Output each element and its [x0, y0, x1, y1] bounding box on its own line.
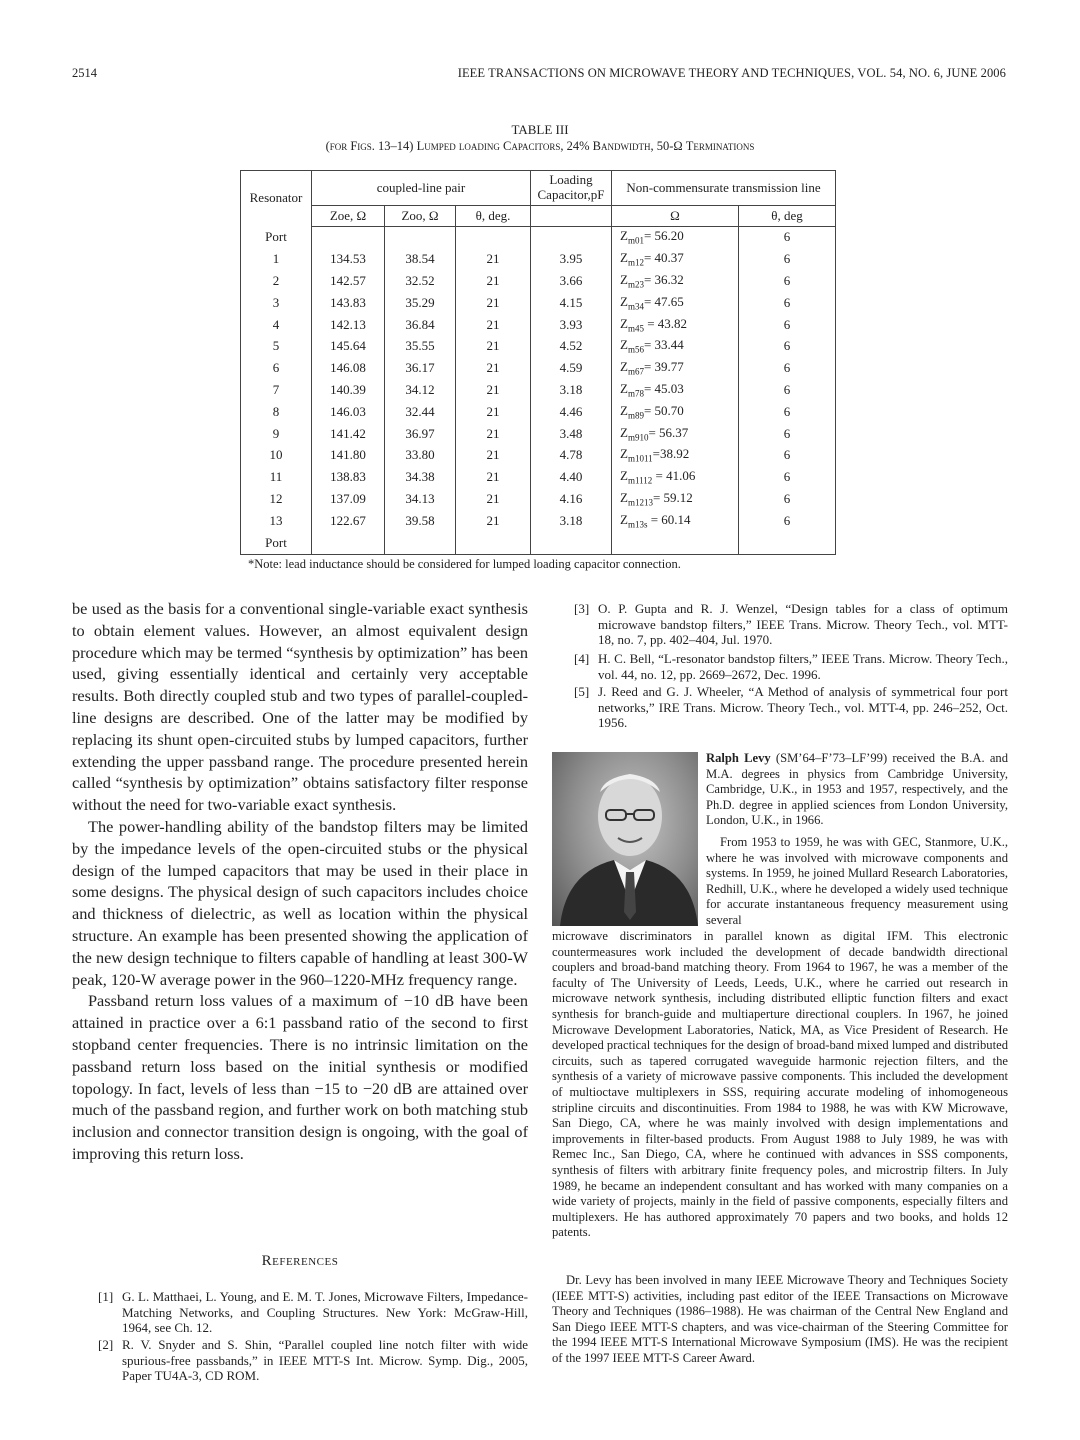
running-head: IEEE TRANSACTIONS ON MICROWAVE THEORY AND TECHNIQUES, VOL. 54, NO. 6, JUNE 2006	[457, 66, 1006, 80]
cell-capacitor: 4.52	[531, 336, 612, 358]
author-bio-paragraph	[552, 1273, 1008, 1367]
cell-impedance	[612, 467, 739, 489]
cell-resonator: 13	[241, 510, 312, 532]
reference-text: H. C. Bell, “L-resonator bandstop filters,” IEEE Trans. Microw. Theory Tech., vol. 44, no. 12, pp. 2669–2672, Dec. 1996.	[598, 651, 1008, 682]
impedance-symbol: Z	[620, 468, 628, 484]
impedance-value: = 43.82	[643, 315, 688, 331]
cell-zoe: 142.57	[312, 271, 385, 293]
cell-zoe: 142.13	[312, 314, 385, 336]
cell-zoo: 32.44	[385, 401, 456, 423]
impedance-subscript: m45	[627, 323, 644, 334]
cell-capacitor: 4.16	[531, 489, 612, 511]
impedance-value: = 41.06	[652, 468, 696, 484]
impedance-value: = 47.65	[643, 293, 684, 309]
cell-impedance	[612, 249, 739, 271]
author-bio-intro	[706, 751, 1008, 829]
cell-theta: 21	[456, 358, 531, 380]
table-row	[241, 314, 836, 336]
cell-capacitor: 3.95	[531, 249, 612, 271]
cell-impedance	[612, 401, 739, 423]
cell-zoo: 32.52	[385, 271, 456, 293]
impedance-value: = 33.44	[643, 337, 684, 353]
cell-resonator: 1	[241, 249, 312, 271]
impedance-subscript: m67	[627, 366, 644, 377]
table-row	[241, 467, 836, 489]
impedance-value: = 45.03	[643, 381, 684, 396]
cell-resonator: 10	[241, 445, 312, 467]
cell-capacitor: 3.93	[531, 314, 612, 336]
cell-zoo: 34.12	[385, 380, 456, 402]
cell-zoe: 143.83	[312, 292, 385, 314]
author-photo	[552, 752, 698, 926]
impedance-subscript: m910	[627, 432, 649, 443]
reference-text: O. P. Gupta and R. J. Wenzel, “Design tables for a class of optimum microwave bandstop filters,” IEEE Trans. Microw. Theory Tech., vol. MTT-18, no. 7, pp. 402–404, Jul. 1970.	[598, 601, 1008, 648]
cell-zoo: 36.84	[385, 314, 456, 336]
cell-impedance	[612, 271, 739, 293]
cell-theta-2: 6	[739, 314, 836, 336]
cell-resonator: 2	[241, 271, 312, 293]
cell-impedance	[612, 532, 739, 554]
impedance-value: = 59.12	[652, 489, 693, 505]
cell-zoe: 137.09	[312, 489, 385, 511]
table-row	[241, 401, 836, 423]
impedance-subscript: m56	[627, 345, 644, 355]
cell-zoe: 140.39	[312, 380, 385, 402]
reference-number: [1]	[98, 1289, 114, 1304]
cell-theta: 21	[456, 467, 531, 489]
cell-theta	[456, 532, 531, 554]
cell-zoo: 34.13	[385, 489, 456, 511]
impedance-symbol: Z	[620, 293, 628, 309]
cell-zoe	[312, 532, 385, 554]
reference-number: [5]	[574, 684, 590, 699]
table-row	[241, 292, 836, 314]
cell-capacitor: 4.40	[531, 467, 612, 489]
cell-resonator: 11	[241, 467, 312, 489]
cell-theta: 21	[456, 292, 531, 314]
reference-number: [4]	[574, 651, 590, 666]
references-heading: References	[261, 1253, 339, 1269]
cell-theta: 21	[456, 380, 531, 402]
cell-zoe: 146.03	[312, 401, 385, 423]
cell-theta-2: 6	[739, 510, 836, 532]
author-name: Ralph Levy	[706, 751, 771, 765]
cell-zoo: 33.80	[385, 445, 456, 467]
table-body	[241, 227, 836, 555]
cell-theta: 21	[456, 314, 531, 336]
body-text	[72, 598, 528, 1165]
reference-number: [3]	[574, 601, 590, 616]
cell-zoo	[385, 227, 456, 249]
body-paragraph: be used as the basis for a conventional single-variable exact synthesis to obtain element values. However, an almost equivalent design procedure which may be termed “synthesis by optimization” has been used, giving essentially identical and certainly very acceptable results. Both directly coupled stub and two types of parallel-coupled-line designs are described. One of the latter may be modified by replacing its shunt open-circuited stubs by lumped capacitors, further extending the upper passband range. The procedure presented herein called “synthesis by optimization” obtains satisfactory filter response without the need for two-variable exact synthesis.	[72, 599, 528, 815]
cell-zoo: 38.54	[385, 249, 456, 271]
col-header-loading: Loading Capacitor,pF	[531, 171, 612, 206]
reference-text: J. Reed and G. J. Wheeler, “A Method of analysis of symmetrical four port networks,” IRE Trans. Microw. Theory Tech., vol. MTT-4, pp. 246–252, Oct. 1956.	[598, 684, 1008, 731]
cell-resonator: 6	[241, 358, 312, 380]
cell-theta-2: 6	[739, 423, 836, 445]
cell-capacitor: 3.18	[531, 380, 612, 402]
table-caption: (for Figs. 13–14) Lumped loading Capacitors, 24% Bandwidth, 50-Ω Terminations	[325, 139, 755, 153]
col-header-zoo: Zoo, Ω	[385, 206, 456, 227]
table-row	[241, 380, 836, 402]
cell-capacitor: 4.46	[531, 401, 612, 423]
cell-theta: 21	[456, 510, 531, 532]
impedance-subscript: m1112	[627, 475, 653, 486]
cell-zoo: 35.29	[385, 292, 456, 314]
reference-item	[98, 1289, 528, 1336]
impedance-value: = 50.70	[643, 402, 684, 418]
author-bio-text: (SM’64–F’73–LF’99) received the B.A. and M.A. degrees in physics from Cambridge University, Cambridge, U.K., in 1953 and 1957, respectively, and the Ph.D. degree in applied sciences from London University, London, U.K., in 1966.	[706, 751, 1008, 828]
table-row	[241, 489, 836, 511]
impedance-symbol: Z	[620, 446, 628, 462]
cell-impedance	[612, 292, 739, 314]
cell-impedance	[612, 423, 739, 445]
cell-theta-2: 6	[739, 401, 836, 423]
cell-zoo: 36.97	[385, 423, 456, 445]
body-paragraph: The power-handling ability of the bandstop filters may be limited by the impedance levels of the open-circuited stubs or the physical design of the lumped capacitors that may be used in their place in some designs. The physical design of such capacitors includes choice and thickness of dielectric, as well as location within the physical structure. An example has been presented showing the application of the new design technique to filters capable of handling at least 300-W peak, 120-W average power in the 960–1220-MHz frequency range.	[72, 816, 528, 989]
cell-capacitor: 4.15	[531, 292, 612, 314]
table-note: *Note: lead inductance should be considered for lumped loading capacitor connection.	[248, 557, 681, 571]
cell-resonator: Port	[241, 532, 312, 554]
impedance-value: = 36.32	[643, 272, 684, 288]
page-number: 2514	[72, 66, 97, 80]
cell-impedance	[612, 380, 739, 402]
impedance-subscript: m1011	[627, 453, 653, 464]
cell-zoe	[312, 227, 385, 249]
cell-theta: 21	[456, 423, 531, 445]
impedance-value: = 60.14	[647, 511, 691, 527]
table-row	[241, 445, 836, 467]
cell-resonator: Port	[241, 227, 312, 249]
cell-impedance	[612, 358, 739, 380]
col-header-theta: θ, deg.	[456, 206, 531, 227]
impedance-subscript: m89	[627, 410, 644, 421]
cell-resonator: 8	[241, 401, 312, 423]
impedance-symbol: Z	[620, 381, 628, 396]
cell-impedance	[612, 314, 739, 336]
cell-theta-2: 6	[739, 358, 836, 380]
cell-capacitor	[531, 227, 612, 249]
parameter-table	[240, 170, 836, 555]
table-row	[241, 532, 836, 554]
impedance-value: = 39.77	[643, 359, 684, 375]
cell-resonator: 7	[241, 380, 312, 402]
cell-zoo: 35.55	[385, 336, 456, 358]
impedance-value: =38.92	[652, 446, 690, 462]
cell-capacitor: 4.78	[531, 445, 612, 467]
impedance-subscript: m13s	[627, 519, 648, 530]
col-header-zoe: Zoe, Ω	[312, 206, 385, 227]
cell-resonator: 4	[241, 314, 312, 336]
cell-theta: 21	[456, 445, 531, 467]
author-photo-image	[552, 752, 698, 926]
impedance-symbol: Z	[620, 402, 628, 418]
impedance-symbol: Z	[620, 315, 628, 331]
cell-theta-2: 6	[739, 249, 836, 271]
cell-zoo: 36.17	[385, 358, 456, 380]
reference-item	[574, 651, 1008, 682]
col-header-noncomm: Non-commensurate transmission line	[612, 171, 836, 206]
impedance-subscript: m1213	[627, 497, 653, 508]
cell-zoe: 145.64	[312, 336, 385, 358]
cell-zoe: 134.53	[312, 249, 385, 271]
cell-theta-2: 6	[739, 336, 836, 358]
cell-theta-2: 6	[739, 227, 836, 249]
reference-text: G. L. Matthaei, L. Young, and E. M. T. Jones, Microwave Filters, Impedance-Matching Networks, and Coupling Structures. New York: McGraw-Hill, 1964, see Ch. 12.	[122, 1289, 528, 1336]
reference-item	[574, 684, 1008, 731]
cell-zoe: 141.80	[312, 445, 385, 467]
table-row	[241, 227, 836, 249]
cell-theta-2	[739, 532, 836, 554]
impedance-value: = 56.20	[643, 228, 684, 244]
cell-resonator: 12	[241, 489, 312, 511]
author-bio-paragraph	[552, 929, 1008, 1241]
author-bio-text: Dr. Levy has been involved in many IEEE Microwave Theory and Techniques Society (IEEE MTT-S) activities, including past editor of the IEEE Transactions on Microwave Theory and Techniques (1986–1988). He was chairman of the Central New England and San Diego IEEE MTT-S chapters, and was vice-chairman of the Steering Committee for the 1994 IEEE MTT-S International Microwave Symposium (IMS). He was the recipient of the 1997 IEEE MTT-S Career Award.	[552, 1273, 1008, 1365]
table-row	[241, 423, 836, 445]
author-bio-text: From 1953 to 1959, he was with GEC, Stanmore, U.K., where he was involved with microwave components and systems. In 1959, he joined Mullard Research Laboratories, Redhill, U.K., where he developed a widely used technique for accurate instantaneous frequency measurement using several	[706, 835, 1008, 927]
author-bio-paragraph	[706, 835, 1008, 929]
cell-theta-2: 6	[739, 445, 836, 467]
impedance-symbol: Z	[620, 424, 628, 440]
impedance-symbol: Z	[620, 359, 628, 375]
impedance-symbol: Z	[620, 228, 628, 244]
body-paragraph: Passband return loss values of a maximum of −10 dB have been attained in practice over a 6:1 passband ratio of the second to first stopband center frequencies. There is no intrinsic limitation on the passband return loss based on the initial synthesis or modified topology. In fact, levels of less than −15 to −20 dB are attained over much of the passband region, and further work on both matching stub inclusion and connector transition design is ongoing, with the goal of improving this return loss.	[72, 991, 528, 1163]
cell-zoe: 138.83	[312, 467, 385, 489]
impedance-symbol: Z	[620, 250, 628, 266]
col-header-omega: Ω	[612, 206, 739, 227]
cell-theta-2: 6	[739, 292, 836, 314]
cell-zoe: 122.67	[312, 510, 385, 532]
col-header-coupled: coupled-line pair	[312, 171, 531, 206]
impedance-symbol: Z	[620, 511, 628, 527]
impedance-symbol: Z	[620, 272, 628, 288]
table-row	[241, 249, 836, 271]
impedance-subscript: m34	[627, 301, 644, 312]
impedance-symbol: Z	[620, 337, 628, 353]
cell-impedance	[612, 489, 739, 511]
impedance-subscript: m01	[627, 236, 644, 247]
cell-theta: 21	[456, 401, 531, 423]
table-row	[241, 510, 836, 532]
cell-resonator: 5	[241, 336, 312, 358]
cell-zoo: 39.58	[385, 510, 456, 532]
impedance-value: = 56.37	[648, 424, 689, 440]
impedance-subscript: m23	[627, 279, 644, 290]
table-row	[241, 358, 836, 380]
table-title: TABLE III	[511, 122, 569, 137]
cell-impedance	[612, 336, 739, 358]
cell-impedance	[612, 445, 739, 467]
cell-zoe: 146.08	[312, 358, 385, 380]
reference-number: [2]	[98, 1337, 114, 1352]
cell-theta: 21	[456, 336, 531, 358]
cell-capacitor: 3.48	[531, 423, 612, 445]
cell-zoe: 141.42	[312, 423, 385, 445]
table-row	[241, 271, 836, 293]
cell-theta	[456, 227, 531, 249]
cell-theta-2: 6	[739, 489, 836, 511]
cell-theta-2: 6	[739, 380, 836, 402]
cell-theta-2: 6	[739, 271, 836, 293]
cell-theta: 21	[456, 249, 531, 271]
cell-capacitor: 4.59	[531, 358, 612, 380]
cell-theta: 21	[456, 489, 531, 511]
col-header-theta-2: θ, deg	[739, 206, 836, 227]
col-header-empty	[531, 206, 612, 227]
cell-resonator: 3	[241, 292, 312, 314]
impedance-subscript: m12	[627, 257, 644, 268]
author-bio-text: microwave discriminators in parallel known as digital IFM. This electronic countermeasures work included the development of decade bandwidth directional couplers and broad-band matching theory. From 1964 to 1967, he was a member of the faculty of The University of Leeds, Leeds, U.K., where he carried out research in microwave network synthesis, including distributed elliptic function filters and exact synthesis for branch-guide and multiaperture directional couplers. In 1967, he joined Microwave Development Laboratories, Natick, MA, as Vice President of Research. He developed practical techniques for the design of broad-band mixed lumped and distributed circuits, such as tapered corrugated waveguide harmonic rejection filters, and the synthesis of a variety of microwave passive components. This included the development of multioctave multiplexers in SSS, requiring accurate modeling of inhomogeneous stripline circuits and discontinuities. From 1984 to 1988, he was with KW Microwave, San Diego, CA, where he was mainly involved with design implementations and improvements in filter-based products. From August 1988 to July 1989, he was with Remec Inc., San Diego, CA, where he continued with advances in SSS components, synthesis of filters with arbitrary finite frequency poles, and microstrip filters. In July 1989, he became an independent consultant and has worked with many companies on a wide variety of projects, mainly in the field of passive components, especially filters and multiplexers. He has authored approximately 70 papers and two books, and holds 12 patents.	[552, 929, 1008, 1240]
cell-impedance	[612, 227, 739, 249]
cell-zoo	[385, 532, 456, 554]
reference-item	[98, 1337, 528, 1384]
cell-resonator: 9	[241, 423, 312, 445]
cell-zoo: 34.38	[385, 467, 456, 489]
cell-impedance	[612, 510, 739, 532]
table-row	[241, 336, 836, 358]
cell-capacitor: 3.18	[531, 510, 612, 532]
reference-text: R. V. Snyder and S. Shin, “Parallel coupled line notch filter with wide spurious-free passbands,” in IEEE MTT-S Int. Microw. Symp. Dig., 2005, Paper TU4A-3, CD ROM.	[122, 1337, 528, 1384]
cell-capacitor: 3.66	[531, 271, 612, 293]
impedance-subscript: m78	[627, 388, 644, 399]
col-header-resonator: Resonator	[241, 171, 312, 227]
impedance-symbol: Z	[620, 489, 628, 505]
cell-theta: 21	[456, 271, 531, 293]
reference-item	[574, 601, 1008, 648]
cell-theta-2: 6	[739, 467, 836, 489]
cell-capacitor	[531, 532, 612, 554]
impedance-value: = 40.37	[643, 250, 684, 266]
